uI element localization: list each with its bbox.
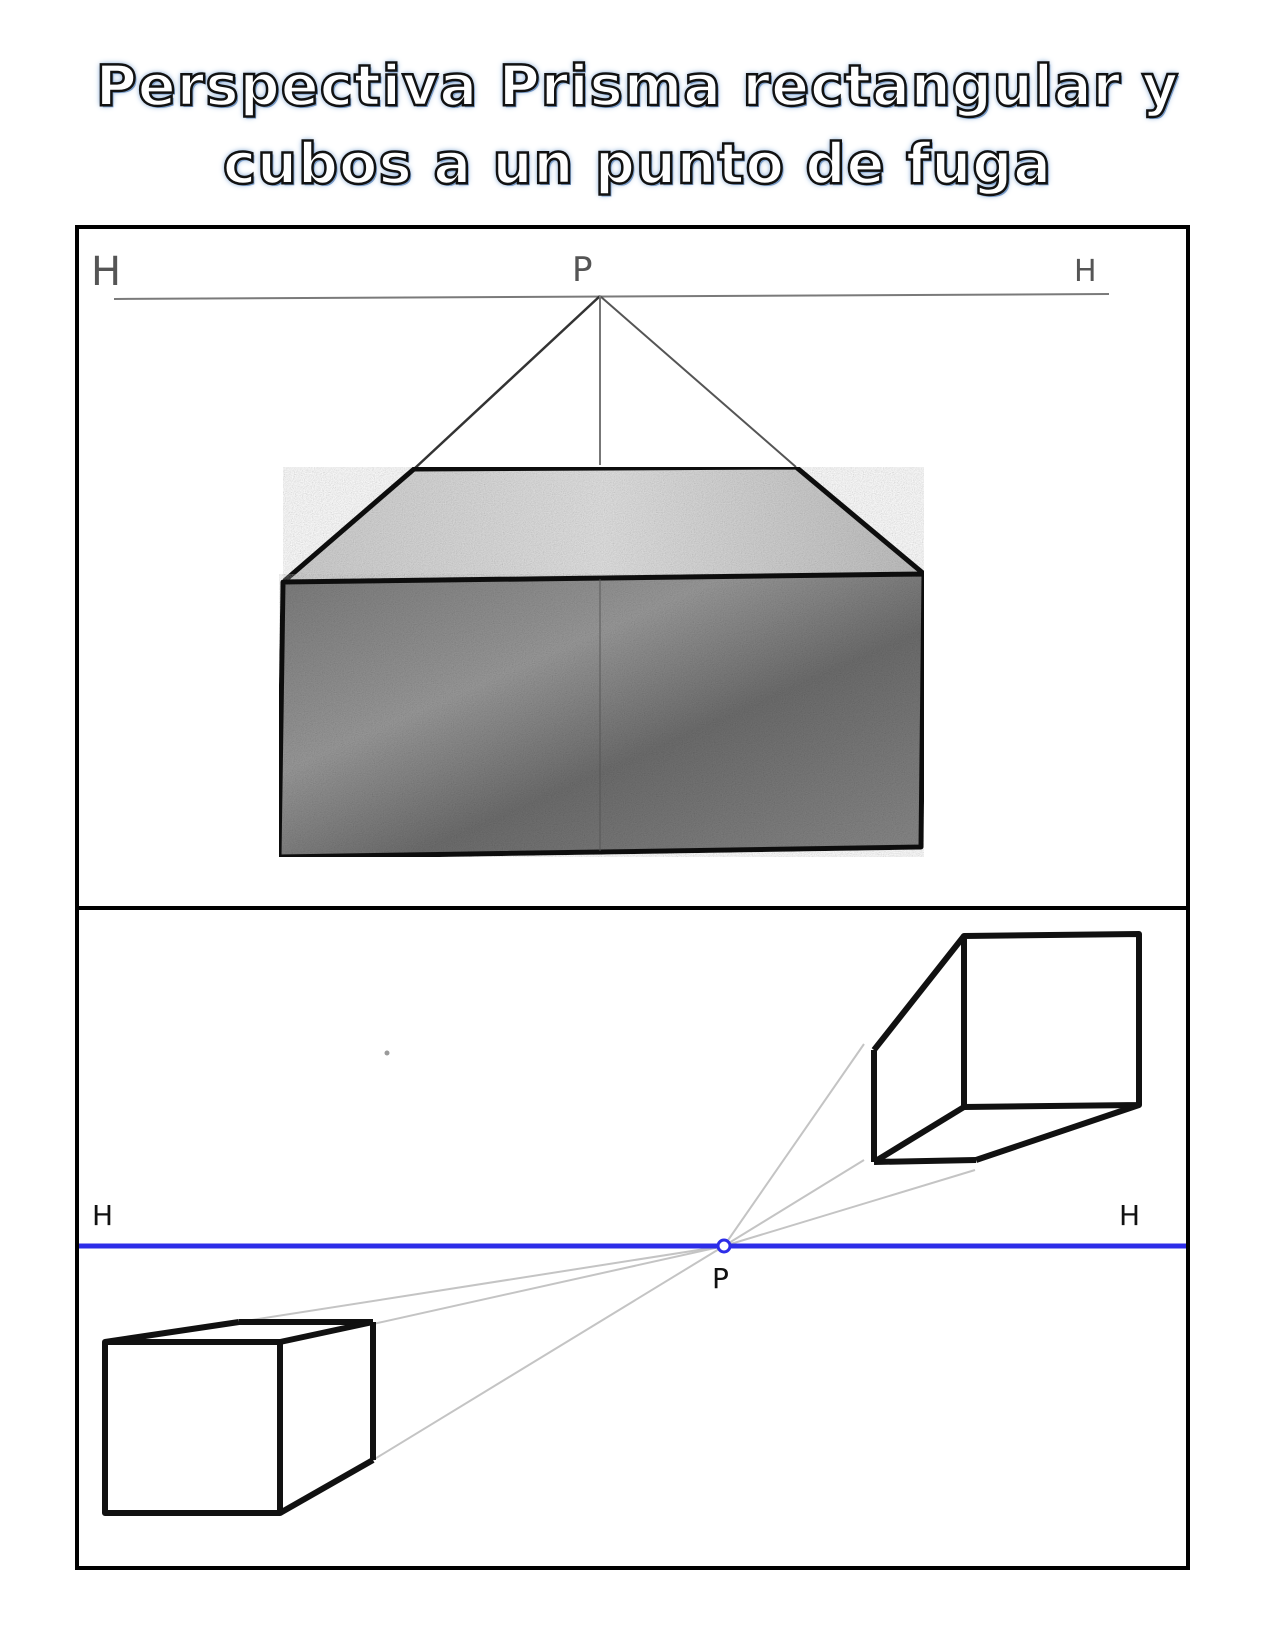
page-title [0,48,1275,204]
cube-lower-left-edge [280,1460,373,1513]
cube-upper-right-edge [874,1107,964,1162]
prism-sketch-drawing [79,229,1186,906]
sketch-vanishing-point-label: P [572,250,593,290]
prism-top-face [283,467,924,582]
sketch-horizon-left-label: H [91,249,122,295]
sketch-convergence-line-right [600,296,796,467]
cube-lower-left-front-face [105,1342,280,1513]
horizon-right-label: H [1119,1199,1141,1232]
prism-sketch-panel [75,225,1190,910]
cube-upper-right-edge [976,1105,1139,1160]
stray-dot [385,1051,390,1056]
construction-line [239,1246,724,1322]
cube-upper-right-edge [874,1160,976,1162]
construction-line [373,1246,724,1460]
vanishing-point-marker [718,1240,730,1252]
cube-lower-left [105,1322,373,1513]
cubes-diagram-drawing [79,910,1186,1566]
vanishing-point-label: P [712,1262,729,1295]
cube-upper-right [874,934,1139,1162]
construction-line [373,1246,724,1324]
title-line-1: Perspectiva Prisma rectangular y [95,54,1180,119]
sketch-horizon-line [114,294,1109,299]
prism-front-face [279,574,924,857]
sketch-convergence-line-left [414,296,600,469]
construction-line [724,1160,864,1246]
construction-line [724,1170,975,1246]
sketch-horizon-right-label: H [1074,254,1097,289]
cube-upper-right-edge [874,936,964,1050]
cubes-diagram-panel [75,906,1190,1570]
construction-lines [239,1044,975,1460]
construction-line [724,1044,864,1246]
horizon-left-label: H [92,1199,114,1232]
cube-upper-right-front-face [964,934,1139,1107]
title-line-2: cubos a un punto de fuga [222,132,1053,197]
